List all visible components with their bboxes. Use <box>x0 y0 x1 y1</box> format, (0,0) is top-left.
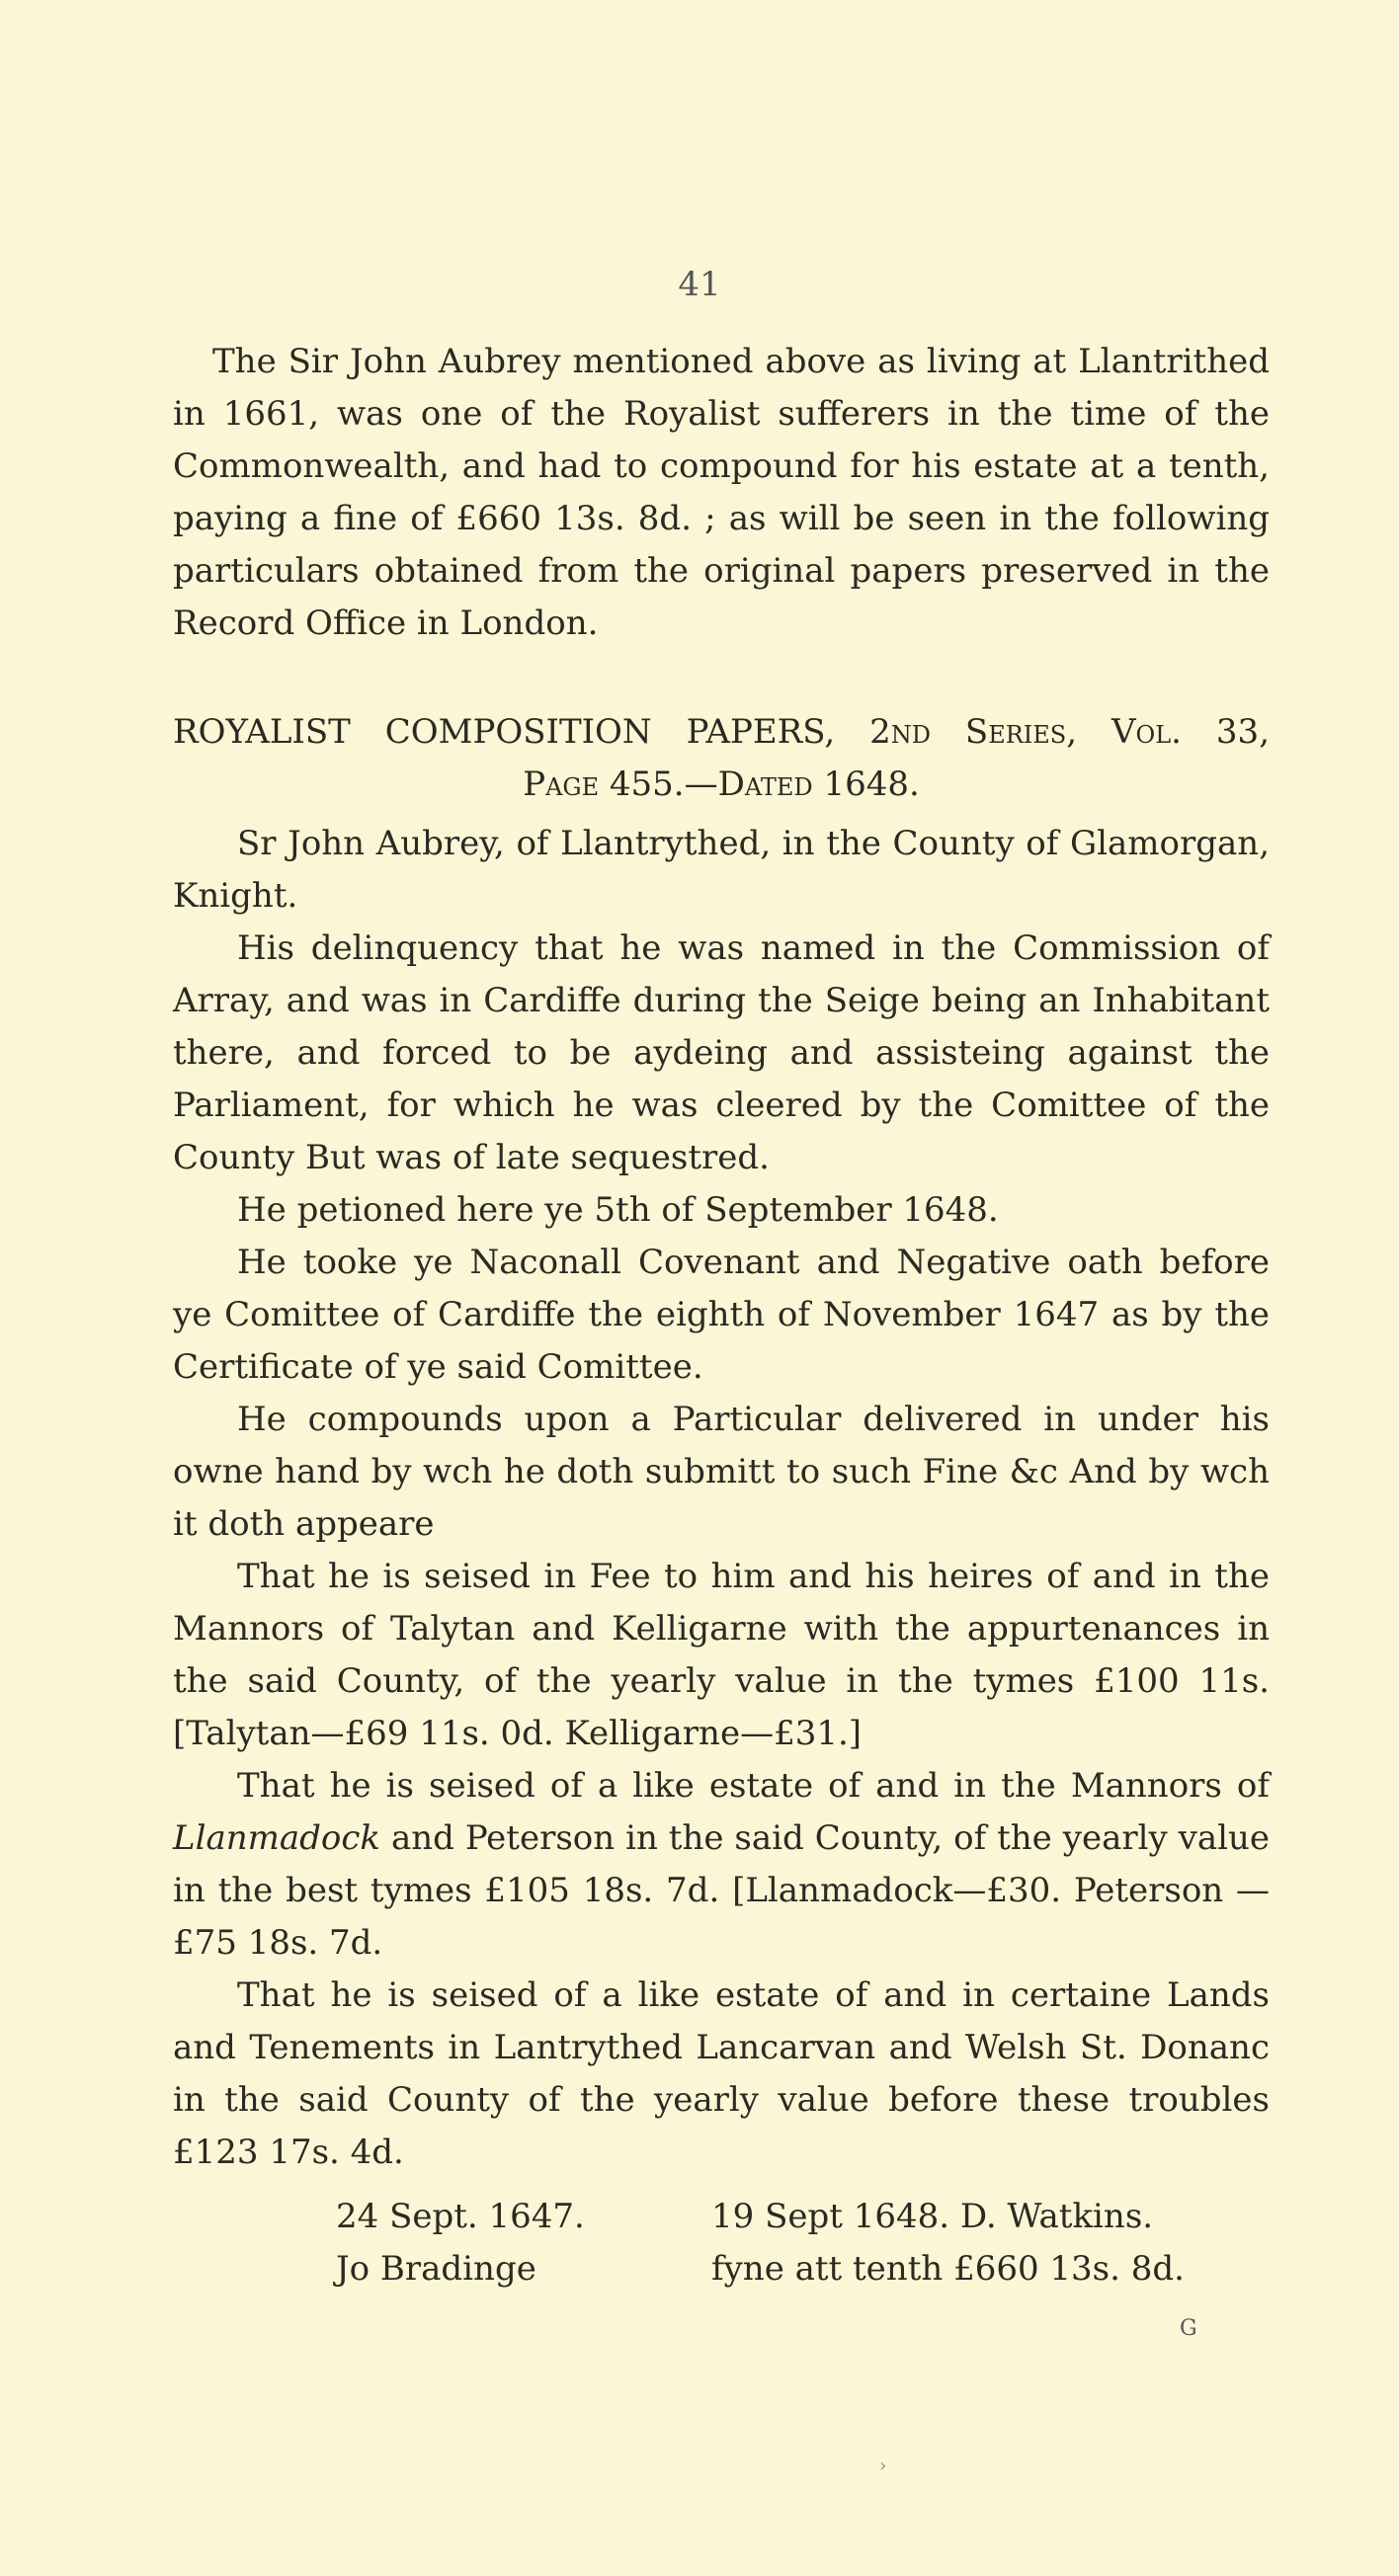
signature-date-1647: 24 Sept. 1647. <box>336 2197 585 2236</box>
llanmadock-italic: Llanmadock <box>173 1818 381 1858</box>
paragraph-lantrythed: That he is seised of a like estate of and in certaine Lands and Tenements in Lantrythed Lancarvan and Welsh St. Donanc in the said County of the yearly value before these troubles £123 17s. 4d. <box>173 1975 1270 2172</box>
heading-line-1: ROYALIST COMPOSITION PAPERS, 2nd Series, Vol. 33, <box>173 712 1270 752</box>
intro-paragraph: The Sir John Aubrey mentioned above as living at Llantrithed in 1661, was one of the Royalist sufferers in the time of the Commonwealth, and had to compound for his estate at a tenth, paying a fine of £660 13s. 8d. ; as will be seen in the following particulars obtained from the original papers preserved in the Record Office in London. <box>173 342 1270 643</box>
composition-text <box>173 818 1270 2179</box>
paragraph-petition: He petioned here ye 5th of September 1648. <box>237 1190 999 1230</box>
paragraph-covenant: He tooke ye Naconall Covenant and Negative oath before ye Comittee of Cardiffe the eighth of November 1647 as by the Certificate of ye said Comittee. <box>173 1243 1270 1387</box>
heading-line-2: Page 455.—Dated 1648. <box>523 765 920 804</box>
llanmadock-text-before: That he is seised of a like estate of and in the Mannors of <box>237 1766 1270 1806</box>
paragraph-delinquency: His delinquency that he was named in the Commission of Array, and was in Cardiffe during the Seige being an Inhabitant there, and forced to be aydeing and assisteing against the Parliament, for which he was cleered by the Comittee of the County But was of late sequestred. <box>173 928 1270 1177</box>
section-heading <box>173 706 1270 811</box>
signature-row-2 <box>336 2243 1245 2295</box>
signature-bradinge: Jo Bradinge <box>336 2249 536 2289</box>
page-speck: › <box>879 2455 887 2476</box>
signatures <box>336 2191 1245 2295</box>
catchword: G <box>1180 2316 1197 2341</box>
paragraph-compounds: He compounds upon a Particular delivered in under his owne hand by wch he doth submitt to such Fine &c And by wch it doth appeare <box>173 1400 1270 1544</box>
paragraph-name: Sr John Aubrey, of Llantrythed, in the County of Glamorgan, Knight. <box>173 824 1270 916</box>
page-number: 41 <box>678 265 721 304</box>
signature-date-1648: 19 Sept 1648. D. Watkins. <box>711 2197 1154 2236</box>
llanmadock-text-after: and Peterson in the said County, of the yearly value in the best tymes £105 18s. 7d. [Llanmadock—£30. Peterson —£75 18s. 7d. <box>173 1818 1270 1963</box>
paragraph-talytan: That he is seised in Fee to him and his heires of and in the Mannors of Talytan and Kelligarne with the appurtenances in the said County, of the yearly value in the tymes £100 11s. [Talytan—£69 11s. 0d. Kelligarne—£31.] <box>173 1557 1270 1753</box>
signature-fine: fyne att tenth £660 13s. 8d. <box>711 2249 1185 2289</box>
paragraph-llanmadock <box>173 1760 1270 1970</box>
signature-row-1 <box>336 2191 1245 2243</box>
